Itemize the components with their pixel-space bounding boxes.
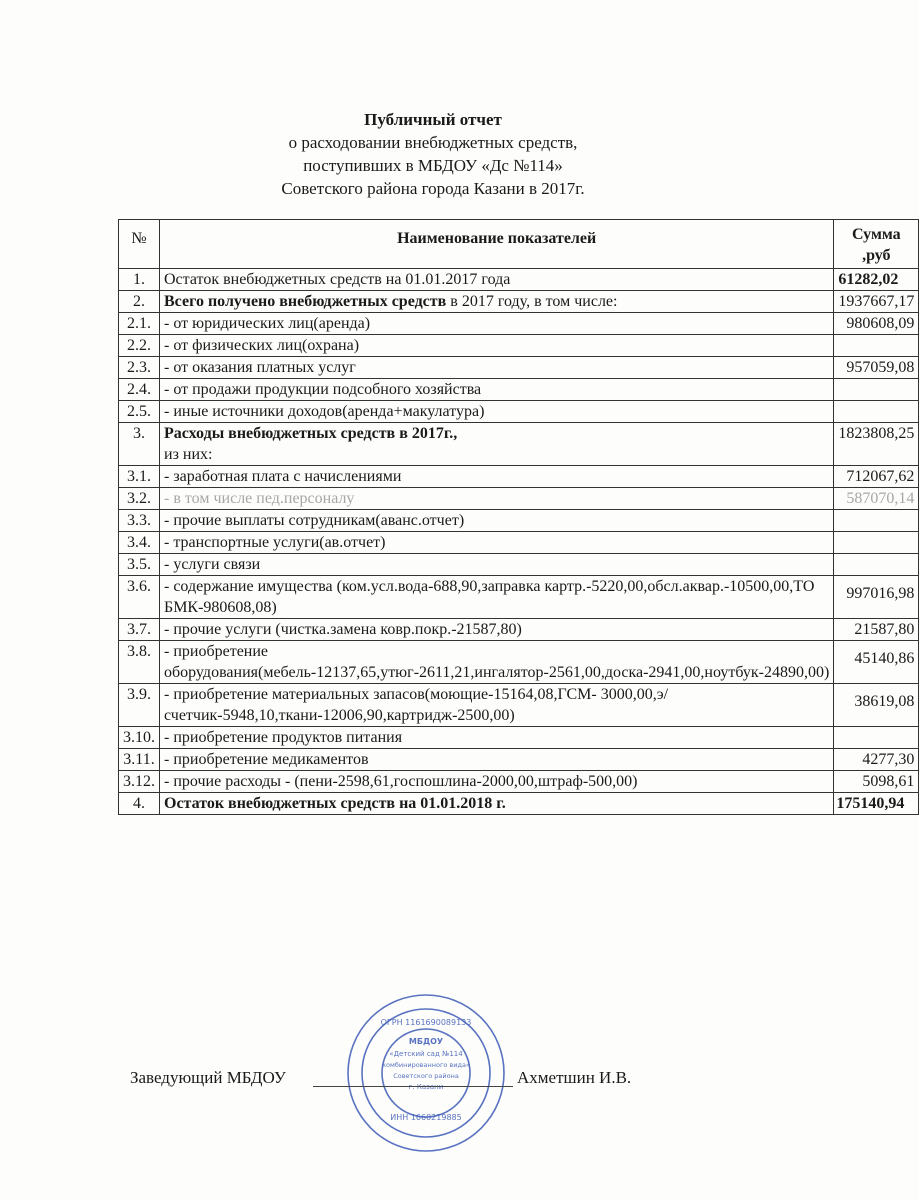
row-name: - приобретение оборудования(мебель-12137,65,утюг-2611,21,ингалятор-2561,00,доска-2941,00,ноутбук-24890,00): [160, 641, 834, 684]
table-row: [119, 684, 919, 727]
stamp-line-1: «Детский сад №114: [389, 1050, 463, 1058]
table-row: [119, 532, 919, 554]
row-name: - прочие услуги (чистка.замена ковр.покр.-21587,80): [160, 619, 834, 641]
row-name: - от юридических лиц(аренда): [160, 313, 834, 335]
row-sum: 5098,61: [834, 771, 919, 793]
row-sum: 587070,14: [834, 488, 919, 510]
row-name-rest: в 2017 году, в том числе:: [446, 293, 618, 310]
row-num: 3.5.: [119, 554, 160, 576]
row-name: - приобретение материальных запасов(моющие-15164,08,ГСМ- 3000,00,э/счетчик-5948,10,ткани-12006,90,картридж-2500,00): [160, 684, 834, 727]
row-num: 3.1.: [119, 466, 160, 488]
row-sum: [834, 532, 919, 554]
row-num: 2.5.: [119, 401, 160, 423]
row-num: 2.4.: [119, 379, 160, 401]
row-name: - в том числе пед.персоналу: [160, 488, 834, 510]
signature-title: Заведующий МБДОУ: [130, 1068, 286, 1087]
row-name: - от физических лиц(охрана): [160, 335, 834, 357]
row-name: - содержание имущества (ком.усл.вода-688,90,заправка картр.-5220,00,обсл.аквар.-10500,00,ТО БМК-980608,08): [160, 576, 834, 619]
table-row: [119, 641, 919, 684]
row-name-rest: из них:: [164, 446, 213, 463]
row-name: [160, 423, 834, 466]
row-sum: [834, 379, 919, 401]
table-row: [119, 510, 919, 532]
report-header: [0, 108, 866, 200]
report-title: Публичный отчет: [364, 110, 502, 129]
table-row: [119, 488, 919, 510]
row-sum: [834, 554, 919, 576]
row-num: 3.2.: [119, 488, 160, 510]
row-name: Остаток внебюджетных средств на 01.01.2018 г.: [160, 793, 834, 815]
row-sum: 175140,94: [834, 793, 919, 815]
signature-line: [313, 1086, 513, 1087]
signature-name: Ахметшин И.В.: [517, 1068, 632, 1087]
table-row: [119, 357, 919, 379]
row-sum: 1823808,25: [834, 423, 919, 466]
row-num: 2.: [119, 291, 160, 313]
row-num: 3.9.: [119, 684, 160, 727]
row-name: - прочие выплаты сотрудникам(аванс.отчет): [160, 510, 834, 532]
row-name-bold: Всего получено внебюджетных средств: [164, 293, 447, 310]
table-row: [119, 466, 919, 488]
row-name: - приобретение продуктов питания: [160, 727, 834, 749]
table-row: [119, 291, 919, 313]
table-row: [119, 313, 919, 335]
row-name: - приобретение медикаментов: [160, 749, 834, 771]
row-sum: 45140,86: [834, 641, 919, 684]
row-sum: 712067,62: [834, 466, 919, 488]
report-subtitle-3: Советского района города Казани в 2017г.: [281, 179, 585, 198]
row-sum: 21587,80: [834, 619, 919, 641]
row-sum: 4277,30: [834, 749, 919, 771]
stamp-inn: ИНН 1660219885: [390, 1113, 462, 1122]
row-name: - от продажи продукции подсобного хозяйства: [160, 379, 834, 401]
table-row: [119, 269, 919, 291]
row-name: - иные источники доходов(аренда+макулатура): [160, 401, 834, 423]
row-num: 1.: [119, 269, 160, 291]
report-subtitle-1: о расходовании внебюджетных средств,: [288, 133, 578, 152]
table-row: [119, 619, 919, 641]
stamp-line-4: г. Казани: [408, 1083, 444, 1091]
row-num: 3.7.: [119, 619, 160, 641]
row-sum: [834, 727, 919, 749]
col-header-num: №: [119, 220, 160, 269]
row-sum: [834, 335, 919, 357]
table-row: [119, 771, 919, 793]
row-num: 4.: [119, 793, 160, 815]
row-num: 2.1.: [119, 313, 160, 335]
row-name: - заработная плата с начислениями: [160, 466, 834, 488]
row-num: 3.8.: [119, 641, 160, 684]
row-num: 3.6.: [119, 576, 160, 619]
row-num: 3.11.: [119, 749, 160, 771]
row-num: 3.10.: [119, 727, 160, 749]
row-sum: 957059,08: [834, 357, 919, 379]
stamp-line-3: Советского района: [393, 1072, 459, 1080]
report-table: [118, 219, 919, 815]
row-name: Остаток внебюджетных средств на 01.01.2017 года: [160, 269, 834, 291]
stamp-line-2: комбинированного вида»: [382, 1061, 470, 1069]
row-name: [160, 291, 834, 313]
row-sum: 980608,09: [834, 313, 919, 335]
table-row: [119, 554, 919, 576]
table-row: [119, 793, 919, 815]
table-header-row: [119, 220, 919, 269]
col-header-name: Наименование показателей: [160, 220, 834, 269]
row-sum: [834, 401, 919, 423]
row-num: 3.3.: [119, 510, 160, 532]
row-sum: 61282,02: [834, 269, 919, 291]
stamp-top: МБДОУ: [408, 1037, 444, 1046]
table-row: [119, 379, 919, 401]
col-header-sum: Сумма ,руб: [834, 220, 919, 269]
row-sum: 997016,98: [834, 576, 919, 619]
table-row: [119, 401, 919, 423]
row-name: - прочие расходы - (пени-2598,61,госпошлина-2000,00,штраф-500,00): [160, 771, 834, 793]
row-num: 2.3.: [119, 357, 160, 379]
row-name: - транспортные услуги(ав.отчет): [160, 532, 834, 554]
table-row: [119, 727, 919, 749]
row-name-bold: Расходы внебюджетных средств в 2017г.,: [164, 425, 458, 442]
report-subtitle-2: поступивших в МБДОУ «Дс №114»: [303, 156, 563, 175]
table-row: [119, 423, 919, 466]
table-row: [119, 335, 919, 357]
official-stamp: [345, 992, 507, 1154]
row-sum: 1937667,17: [834, 291, 919, 313]
row-num: 2.2.: [119, 335, 160, 357]
table-row: [119, 749, 919, 771]
row-name: - услуги связи: [160, 554, 834, 576]
row-num: 3.: [119, 423, 160, 466]
stamp-ogrn: ОГРН 1161690089133: [380, 1018, 472, 1027]
table-row: [119, 576, 919, 619]
row-sum: 38619,08: [834, 684, 919, 727]
row-sum: [834, 510, 919, 532]
row-name: - от оказания платных услуг: [160, 357, 834, 379]
row-num: 3.12.: [119, 771, 160, 793]
row-num: 3.4.: [119, 532, 160, 554]
